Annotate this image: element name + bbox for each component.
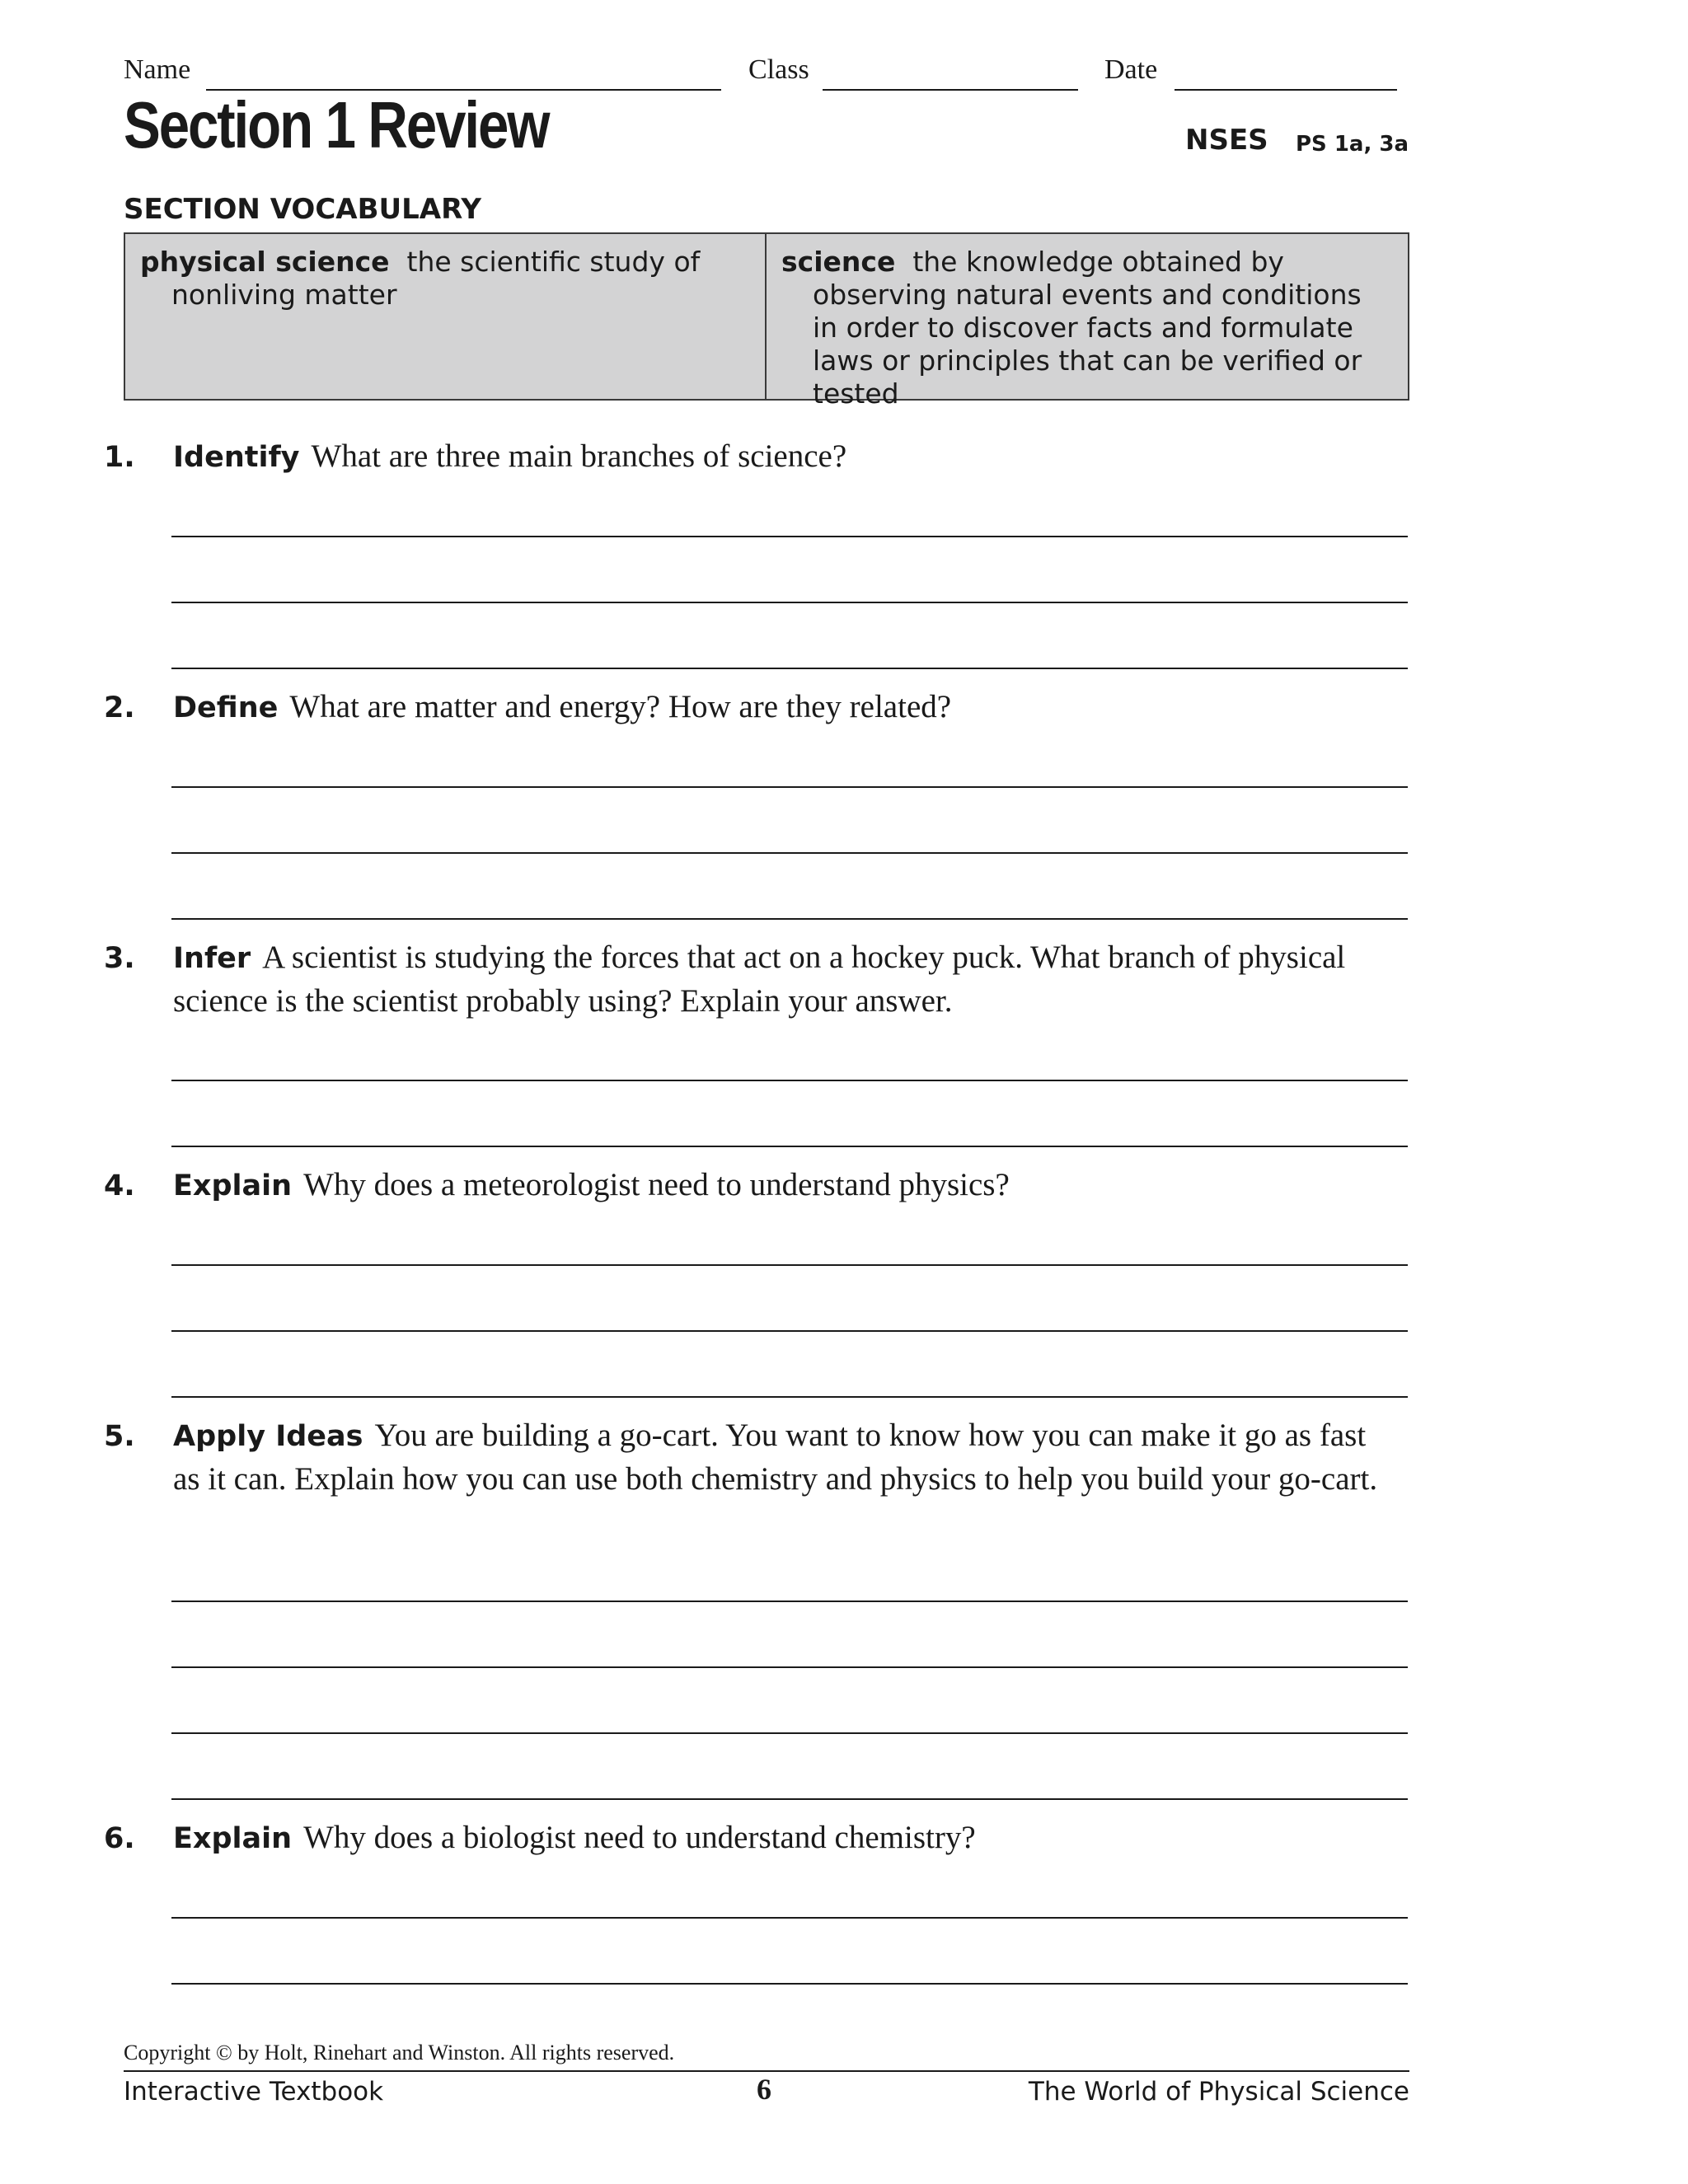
question-keyword: Explain [173, 1169, 293, 1202]
question-1 [104, 435, 1400, 479]
vocabulary-box [124, 232, 1409, 410]
answer-line[interactable] [171, 1146, 1408, 1147]
question-5 [104, 1414, 1400, 1501]
answer-line[interactable] [171, 1732, 1408, 1734]
question-number: 3. [104, 942, 135, 975]
vocab-definition: the scientific study of nonliving matter [171, 246, 701, 311]
question-number: 4. [104, 1169, 135, 1202]
question-text: Why does a biologist need to understand chemistry? [303, 1820, 976, 1855]
question-text: You are building a go-cart. You want to know how you can make it go as fast as it can. Explain how you can use both chemistry and physics to help you build your go-cart. [173, 1418, 1378, 1497]
answer-line[interactable] [171, 1330, 1408, 1332]
question-text: A scientist is studying the forces that act on a hockey puck. What branch of physical science is the scientist probably using? Explain your answer. [173, 940, 1346, 1019]
answer-line[interactable] [171, 1264, 1408, 1266]
name-label: Name [124, 54, 191, 85]
answer-line[interactable] [171, 1080, 1408, 1081]
nses-codes: PS 1a, 3a [1296, 132, 1409, 157]
answer-line[interactable] [171, 1601, 1408, 1602]
question-6 [104, 1816, 1400, 1860]
question-text: Why does a meteorologist need to understand physics? [303, 1167, 1010, 1202]
question-3 [104, 936, 1400, 1023]
question-keyword: Explain [173, 1822, 293, 1855]
class-label: Class [748, 54, 809, 85]
question-2 [104, 686, 1400, 729]
answer-line[interactable] [171, 602, 1408, 603]
answer-line[interactable] [171, 786, 1408, 788]
answer-line[interactable] [171, 1666, 1408, 1668]
footer-chapter-title: The World of Physical Science [1028, 2077, 1409, 2107]
question-keyword: Infer [173, 942, 251, 975]
date-field[interactable] [1175, 89, 1397, 91]
vocab-definition: the knowledge obtained by observing natural events and conditions in order to discover facts and formulate laws or principles that can be verified or tested [813, 246, 1362, 410]
question-4 [104, 1164, 1400, 1207]
question-number: 5. [104, 1420, 135, 1453]
vocabulary-entry [125, 234, 767, 399]
answer-line[interactable] [171, 1917, 1408, 1919]
question-number: 6. [104, 1822, 135, 1855]
footer-book-title: Interactive Textbook [124, 2077, 384, 2107]
answer-line[interactable] [171, 536, 1408, 537]
question-number: 1. [104, 441, 135, 474]
vocabulary-entry [767, 234, 1408, 410]
answer-line[interactable] [171, 668, 1408, 669]
answer-line[interactable] [171, 1798, 1408, 1800]
date-label: Date [1104, 54, 1158, 85]
question-keyword: Identify [173, 441, 300, 474]
question-keyword: Define [173, 691, 279, 724]
question-text: What are matter and energy? How are they related? [289, 689, 952, 724]
question-text: What are three main branches of science? [311, 438, 847, 474]
vocab-term: science [781, 246, 896, 278]
question-number: 2. [104, 691, 135, 724]
page-title: Section 1 Review [124, 88, 549, 162]
answer-line[interactable] [171, 1396, 1408, 1398]
class-field[interactable] [823, 89, 1078, 91]
answer-line[interactable] [171, 852, 1408, 854]
vocabulary-heading: SECTION VOCABULARY [124, 193, 482, 226]
nses-label: NSES [1185, 124, 1268, 157]
answer-line[interactable] [171, 1983, 1408, 1985]
answer-line[interactable] [171, 918, 1408, 920]
vocab-term: physical science [140, 246, 390, 278]
copyright-notice: Copyright © by Holt, Rinehart and Winston. All rights reserved. [124, 2041, 675, 2064]
question-keyword: Apply Ideas [173, 1420, 363, 1453]
page-number: 6 [757, 2073, 771, 2106]
